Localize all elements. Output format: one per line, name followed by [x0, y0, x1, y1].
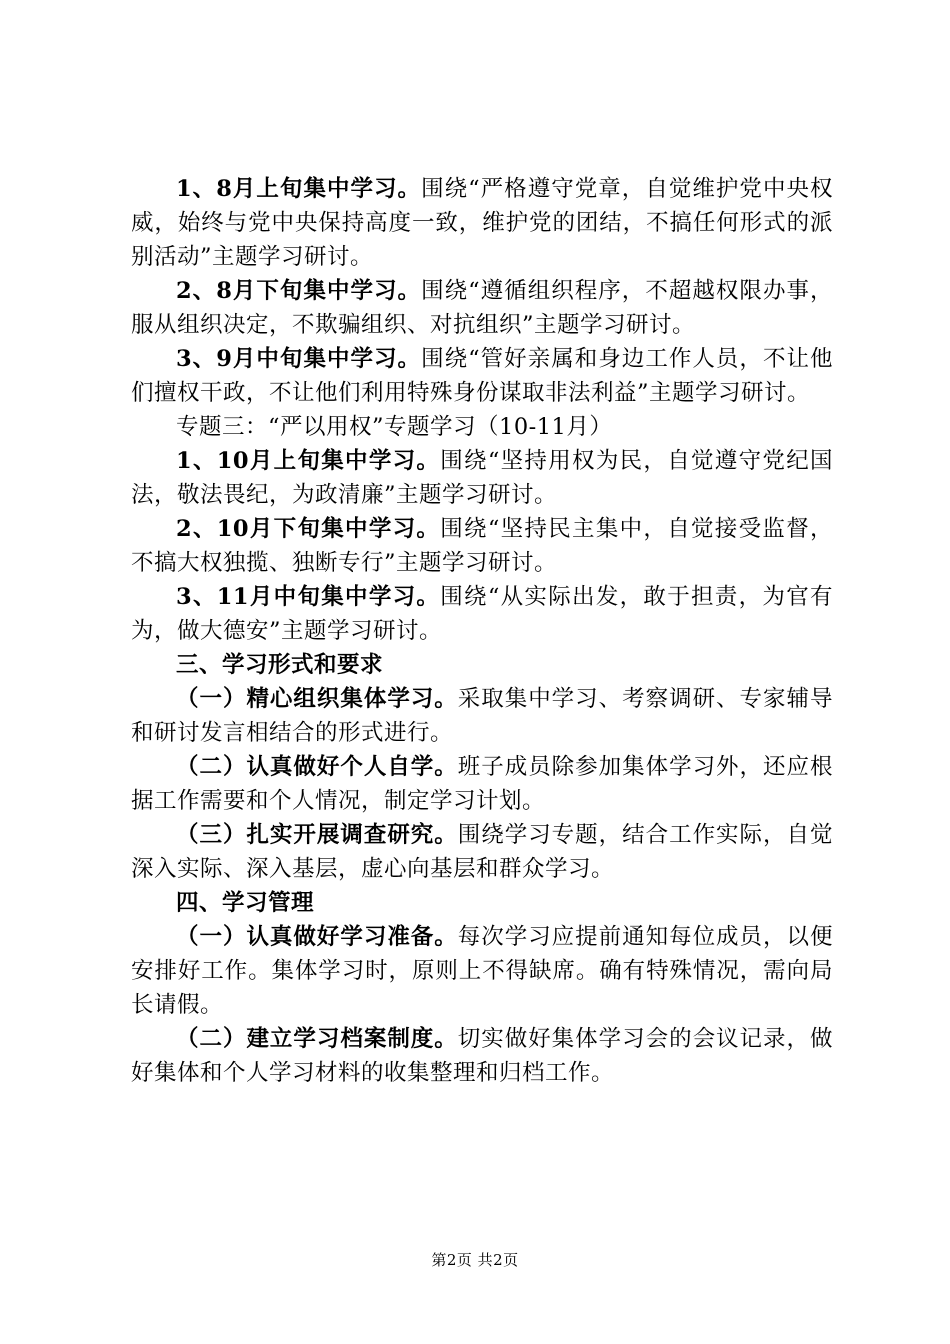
paragraph-lead: （三）扎实开展调查研究。 [176, 822, 458, 848]
paragraph-lead: 2、10月下旬集中学习。 [176, 516, 441, 542]
section-heading-text: 四、学习管理 [176, 890, 315, 916]
paragraph-9 [131, 682, 833, 750]
paragraph-5 [131, 444, 833, 512]
paragraph-lead: 2、8月下旬集中学习。 [176, 278, 422, 304]
section-heading-text: 三、学习形式和要求 [176, 652, 384, 678]
paragraph-text: 围绕“从实际出发，敢于担责，为官有为，做大德安”主题学习研讨。 [131, 584, 833, 644]
page-footer [0, 1249, 950, 1270]
paragraph-text: 围绕“管好亲属和身边工作人员，不让他们擅权干政，不让他们利用特殊身份谋取非法利益”主题学习研讨。 [131, 346, 833, 406]
paragraph-lead: （二）认真做好个人自学。 [176, 754, 458, 780]
paragraph-6 [131, 512, 833, 580]
paragraph-lead: 3、11月中旬集中学习。 [176, 584, 441, 610]
paragraph-7 [131, 580, 833, 648]
document-body [131, 172, 833, 1090]
paragraph-text: 采取集中学习、考察调研、专家辅导和研讨发言相结合的形式进行。 [131, 686, 833, 746]
paragraph-lead: 3、9月中旬集中学习。 [176, 346, 422, 372]
paragraph-text: 班子成员除参加集体学习外，还应根据工作需要和个人情况，制定学习计划。 [131, 754, 833, 814]
paragraph-lead: 1、10月上旬集中学习。 [176, 448, 441, 474]
section-four-heading [131, 886, 833, 920]
paragraph-text: 围绕学习专题，结合工作实际，自觉深入实际、深入基层，虚心向基层和群众学习。 [131, 822, 833, 882]
paragraph-11 [131, 818, 833, 886]
paragraph-text: 每次学习应提前通知每位成员，以便安排好工作。集体学习时，原则上不得缺席。确有特殊情况，需向局长请假。 [131, 924, 833, 1018]
topic-three-heading [131, 410, 833, 444]
paragraph-lead: 1、8月上旬集中学习。 [176, 176, 422, 202]
paragraph-13 [131, 920, 833, 1022]
paragraph-lead: （一）认真做好学习准备。 [176, 924, 458, 950]
paragraph-14 [131, 1022, 833, 1090]
paragraph-2 [131, 274, 833, 342]
paragraph-lead: （一）精心组织集体学习。 [176, 686, 458, 712]
paragraph-3 [131, 342, 833, 410]
paragraph-text: 围绕“严格遵守党章，自觉维护党中央权威，始终与党中央保持高度一致，维护党的团结，不搞任何形式的派别活动”主题学习研讨。 [131, 176, 833, 270]
section-three-heading [131, 648, 833, 682]
paragraph-text: 切实做好集体学习会的会议记录，做好集体和个人学习材料的收集整理和归档工作。 [131, 1026, 833, 1086]
paragraph-10 [131, 750, 833, 818]
paragraph-text: 专题三：“严以用权”专题学习（10-11月） [176, 414, 613, 440]
page-number-label: 第2页 共2页 [431, 1251, 519, 1269]
paragraph-lead: （二）建立学习档案制度。 [176, 1026, 458, 1052]
paragraph-text: 围绕“坚持用权为民，自觉遵守党纪国法，敬法畏纪，为政清廉”主题学习研讨。 [131, 448, 833, 508]
paragraph-text: 围绕“遵循组织程序，不超越权限办事，服从组织决定，不欺骗组织、对抗组织”主题学习研讨。 [131, 278, 833, 338]
paragraph-1 [131, 172, 833, 274]
paragraph-text: 围绕“坚持民主集中，自觉接受监督，不搞大权独揽、独断专行”主题学习研讨。 [131, 516, 833, 576]
